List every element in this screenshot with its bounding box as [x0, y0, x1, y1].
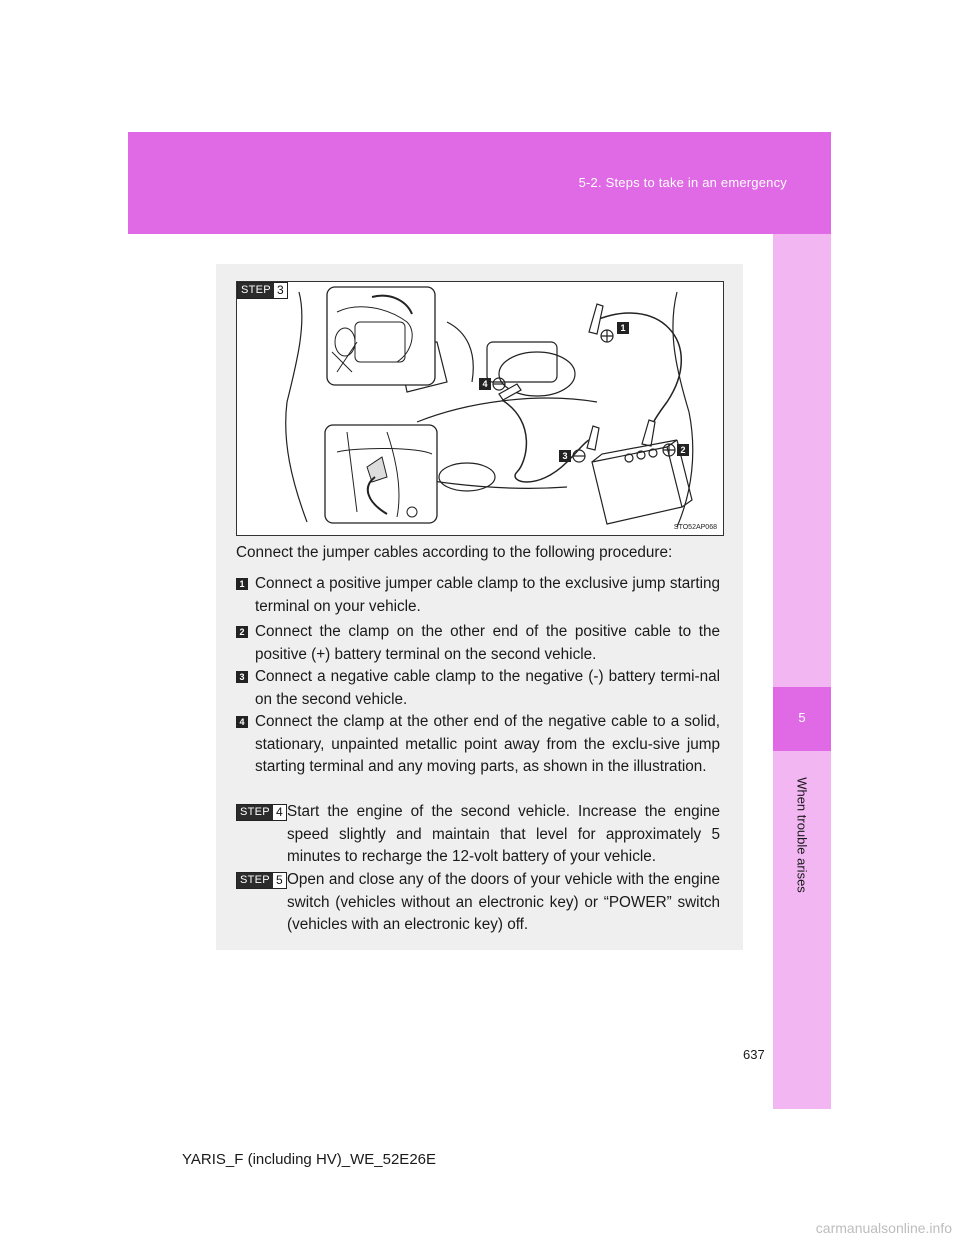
- item-number: 4: [236, 716, 248, 728]
- item-number: 1: [236, 578, 248, 590]
- marker-2: 2: [677, 444, 689, 456]
- section-title: 5-2. Steps to take in an emergency: [578, 175, 787, 190]
- item-number: 3: [236, 671, 248, 683]
- step-5: [236, 869, 720, 937]
- chapter-header-band: [128, 132, 831, 234]
- item-text: Connect the clamp on the other end of the positive cable to the positive (+) battery terminal on the second vehicle.: [255, 623, 720, 663]
- step-badge: STEP 4: [236, 804, 287, 821]
- item-text: Connect a positive jumper cable clamp to the exclusive jump starting terminal on your vehicle.: [255, 575, 720, 615]
- intro-text: Connect the jumper cables according to the following procedure:: [236, 544, 673, 561]
- marker-1: 1: [617, 322, 629, 334]
- item-text: Connect a negative cable clamp to the negative (-) battery termi-nal on the second vehicle.: [255, 668, 720, 708]
- footer-code: YARIS_F (including HV)_WE_52E26E: [182, 1151, 437, 1168]
- step-text: Open and close any of the doors of your vehicle with the engine switch (vehicles without an electronic key) or “POWER” switch (vehicles with an electronic key) off.: [287, 871, 720, 933]
- chapter-title: When trouble arises: [794, 777, 810, 893]
- list-item: [236, 666, 720, 711]
- list-item: [236, 711, 720, 779]
- engine-bay-drawing: [237, 282, 723, 535]
- step-text: Start the engine of the second vehicle. Increase the engine speed slightly and maintain that level for approximately 5 minutes to recharge the 12-volt battery of your vehicle.: [287, 803, 720, 865]
- list-item: [236, 573, 720, 618]
- list-item: [236, 621, 720, 666]
- item-text: Connect the clamp at the other end of the negative cable to a solid, stationary, unpainted metallic point away from the exclu-sive jump starting terminal and any moving parts, as shown in the illustration.: [255, 713, 720, 775]
- chapter-number: 5: [798, 710, 806, 725]
- item-number: 2: [236, 626, 248, 638]
- side-tab: [773, 234, 831, 1109]
- step-4: [236, 801, 720, 869]
- marker-3: 3: [559, 450, 571, 462]
- page-number: 637: [743, 1047, 765, 1062]
- figure-code: STO52AP068: [673, 524, 717, 531]
- step-badge: STEP 5: [236, 872, 287, 889]
- figure-step-badge: STEP 3: [237, 282, 288, 299]
- jump-start-illustration: [236, 281, 724, 536]
- watermark: carmanualsonline.info: [815, 1220, 952, 1236]
- marker-4: 4: [479, 378, 491, 390]
